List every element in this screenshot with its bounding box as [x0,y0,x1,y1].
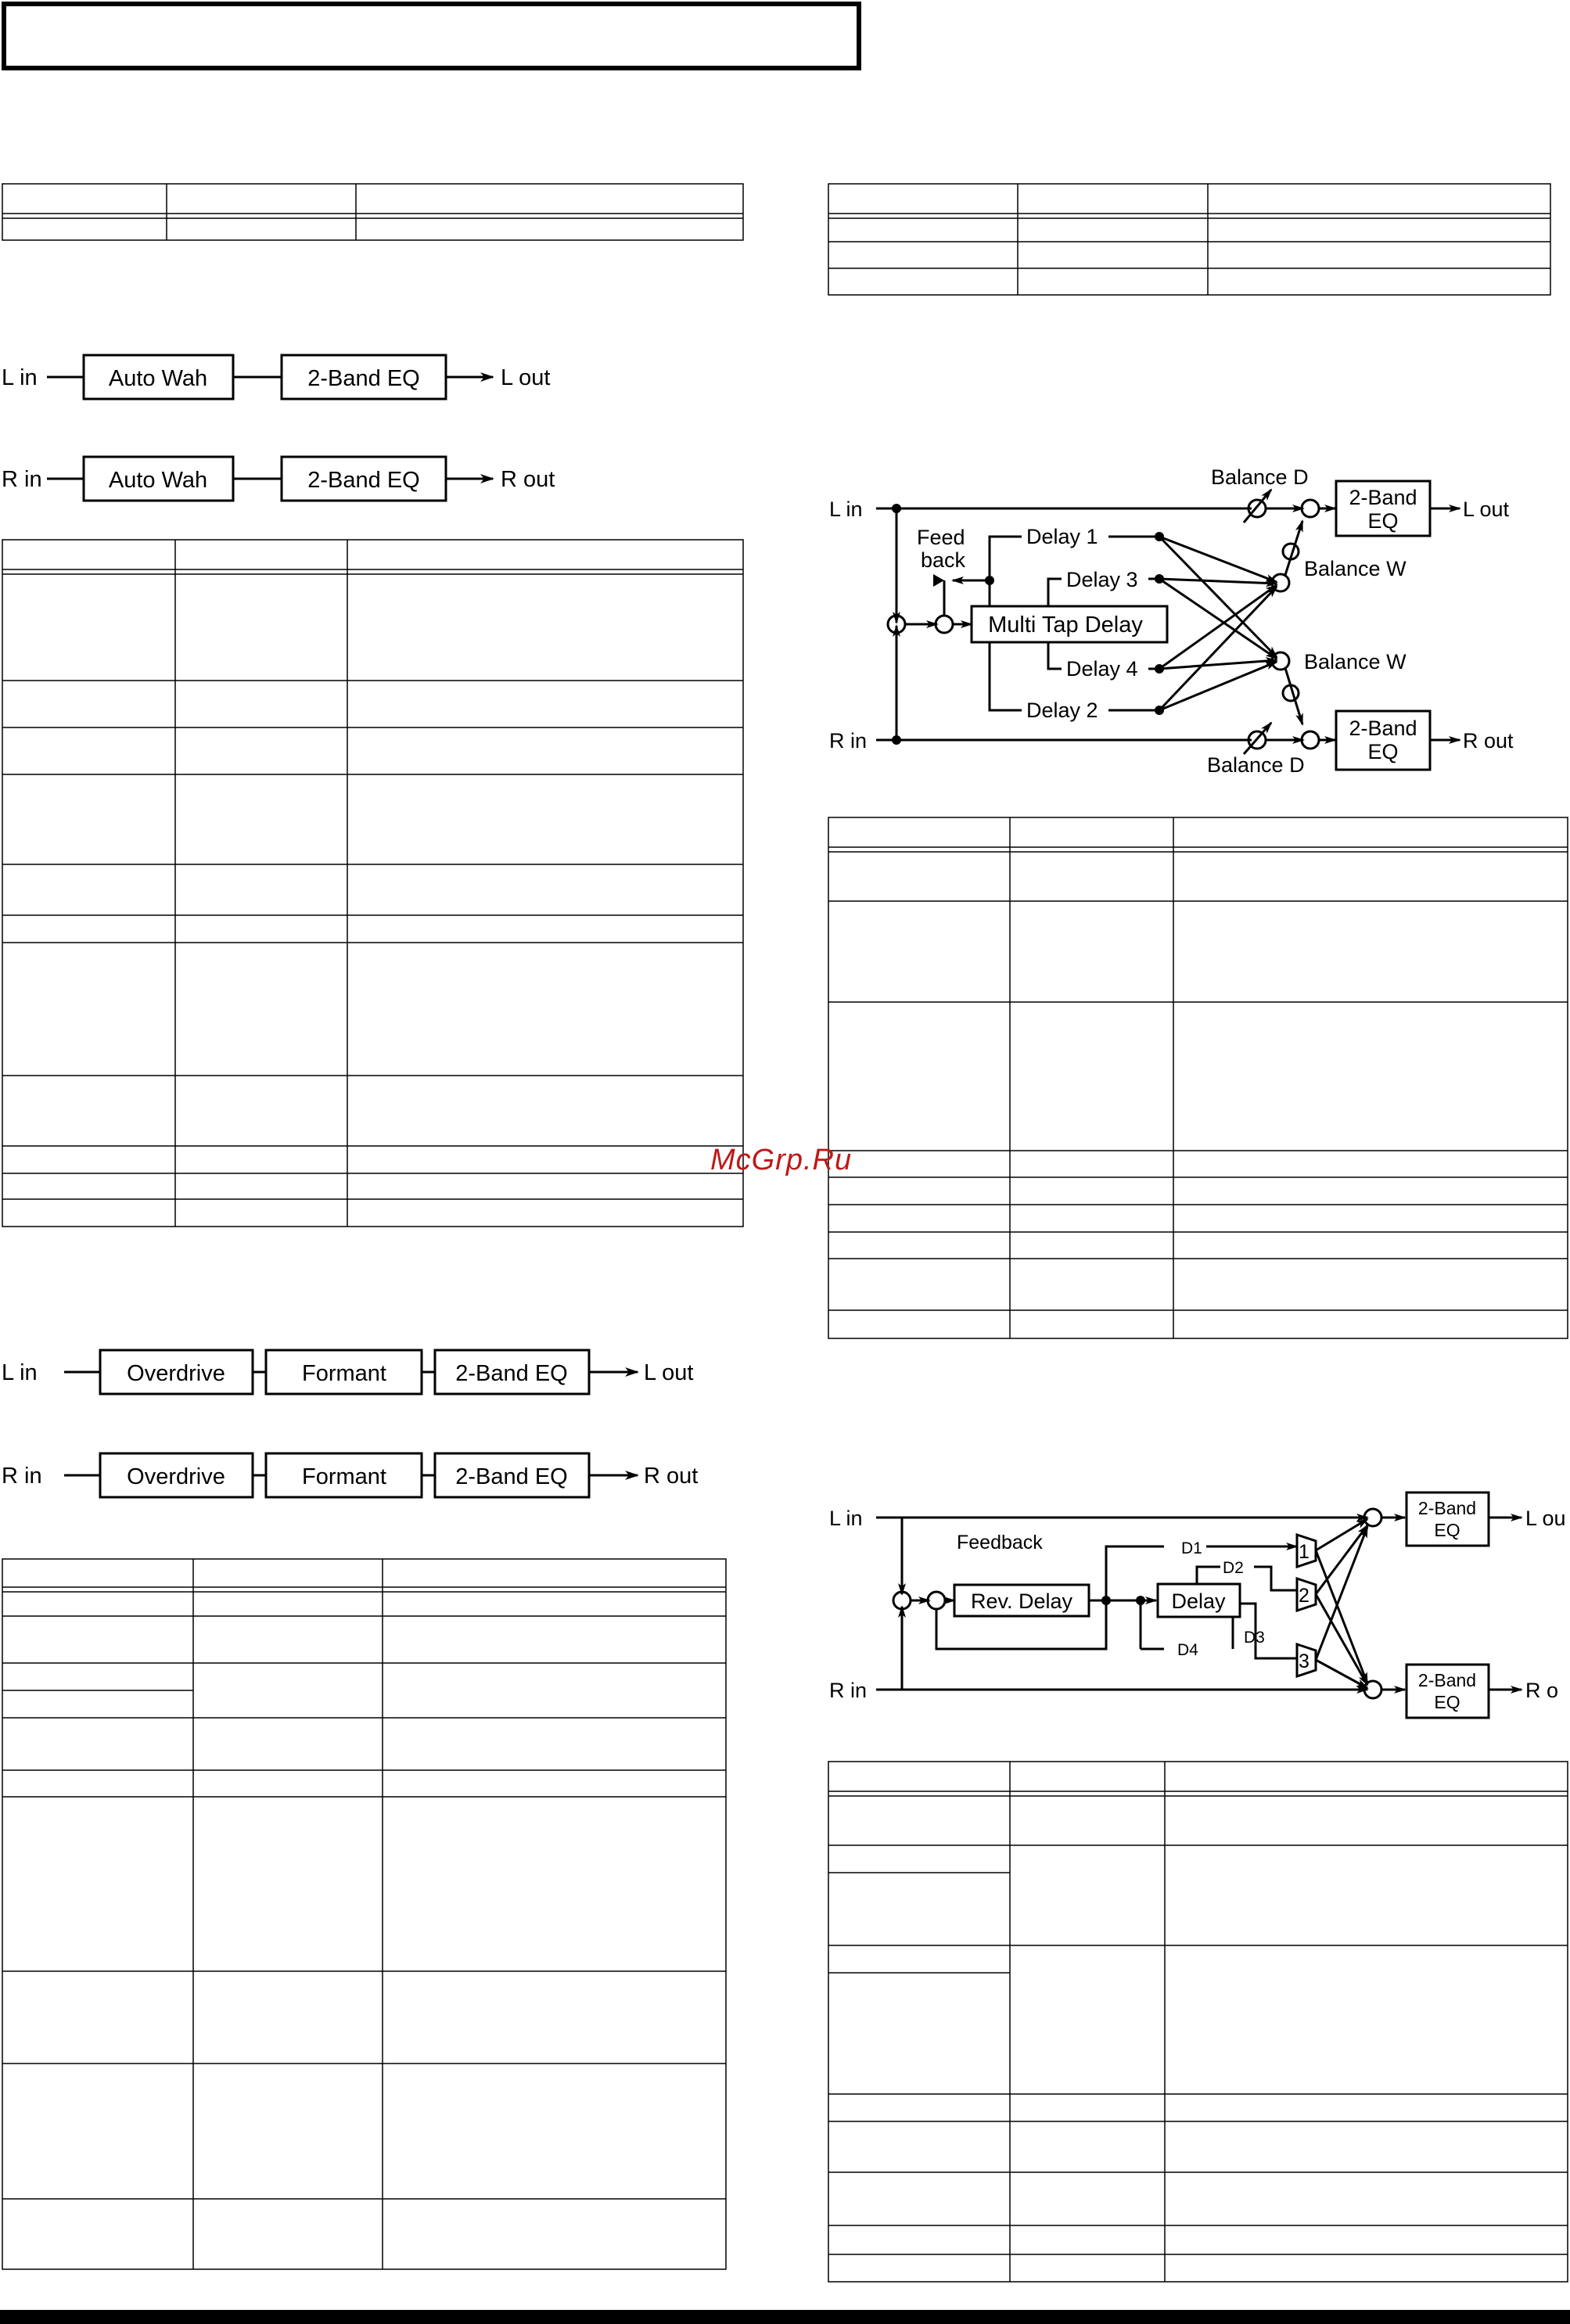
parameter-table-formant [2,1559,730,2271]
l-out-label: L ou [1525,1507,1566,1530]
l-in-label: L in [829,497,863,521]
auto-wah-block: Auto Wah [108,468,208,493]
delay4-label: Delay 4 [1066,657,1138,681]
balance-w-label: Balance W [1304,557,1407,580]
auto-wah-block-diagram [0,344,579,508]
eq-block: 2-Band EQ [307,468,420,493]
parameter-table-auto-wah [2,540,745,1228]
formant-block: Formant [302,1464,386,1489]
l-out-label: L out [501,365,551,390]
delay3-label: Delay 3 [1066,568,1138,591]
page-footer-bar [0,2310,1570,2324]
watermark: McGrp.Ru [710,1144,853,1176]
page-title-box [2,2,861,70]
delay1-label: Delay 1 [1026,525,1098,548]
eq-block-line1: 2-Band [1349,717,1417,740]
eq-block-line2: EQ [1367,740,1399,763]
tap2-label: 2 [1299,1585,1310,1607]
r-in-label: R in [829,729,868,753]
eq-block-line1: 2-Band [1417,1498,1477,1518]
r-in-label: R in [829,1679,868,1702]
eq-block-line1: 2-Band [1349,486,1417,509]
parameter-table-multi-tap [828,817,1570,1342]
balance-d-label: Balance D [1211,465,1309,489]
delay2-label: Delay 2 [1026,699,1098,722]
overdrive-block: Overdrive [127,1361,225,1386]
d3-label: D3 [1244,1629,1265,1647]
r-in-label: R in [2,467,42,492]
l-in-label: L in [2,1360,38,1385]
r-out-label: R o [1525,1679,1559,1702]
parameter-table-top-right [828,184,1552,297]
parameter-table-reverse-delay [828,1762,1570,2286]
feed-label: Feed [917,526,965,549]
d2-label: D2 [1223,1559,1244,1577]
back-label: back [921,548,966,572]
eq-block-line1: 2-Band [1417,1670,1477,1690]
eq-block-line2: EQ [1434,1692,1460,1712]
feedback-label: Feedback [957,1532,1043,1554]
parameter-table-top-left [2,184,745,242]
l-out-label: L out [1463,497,1510,521]
tap1-label: 1 [1299,1541,1310,1563]
formant-block: Formant [302,1361,386,1386]
l-in-label: L in [829,1507,863,1530]
rev-delay-block: Rev. Delay [970,1589,1073,1613]
balance-w-label: Balance W [1304,650,1407,673]
d1-label: D1 [1181,1539,1202,1557]
multi-tap-delay-block-diagram [821,462,1570,782]
formant-block-diagram [0,1339,720,1503]
overdrive-block: Overdrive [127,1464,225,1489]
tap3-label: 3 [1299,1651,1310,1672]
multi-tap-delay-block: Multi Tap Delay [988,612,1143,638]
reverse-delay-block-diagram [821,1478,1570,1721]
balance-d-label: Balance D [1207,753,1305,777]
delay-block: Delay [1171,1589,1226,1613]
l-out-label: L out [644,1360,694,1385]
r-out-label: R out [644,1464,699,1489]
l-in-label: L in [2,365,38,390]
eq-block: 2-Band EQ [455,1464,568,1489]
eq-block-line2: EQ [1367,509,1399,533]
r-out-label: R out [501,467,555,492]
eq-block: 2-Band EQ [307,366,420,391]
r-out-label: R out [1463,729,1514,753]
r-in-label: R in [2,1464,42,1489]
eq-block: 2-Band EQ [455,1361,568,1386]
d4-label: D4 [1177,1641,1198,1659]
auto-wah-block: Auto Wah [108,366,208,391]
eq-block-line2: EQ [1434,1520,1460,1540]
